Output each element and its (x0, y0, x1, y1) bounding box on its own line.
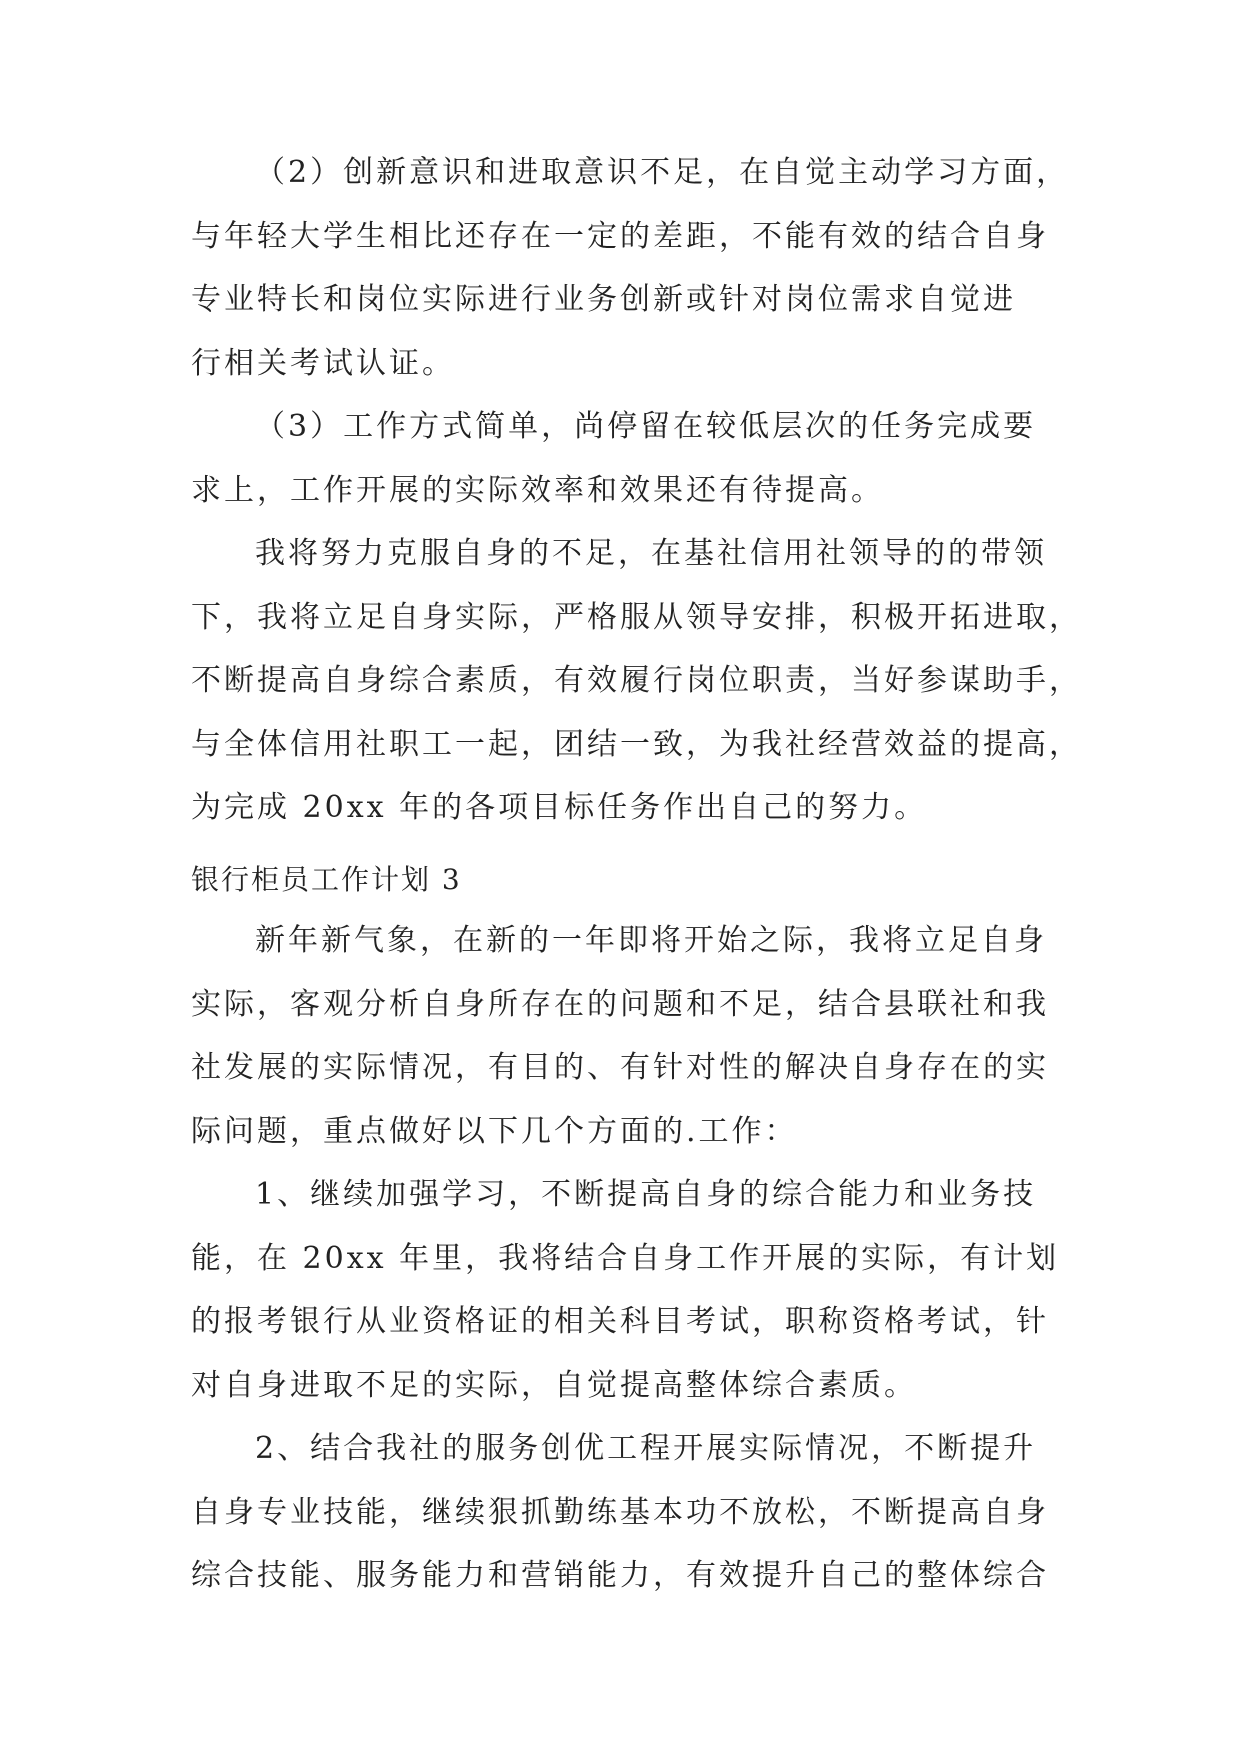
paragraph-line: 求上，工作开展的实际效率和效果还有待提高。 (191, 472, 884, 508)
paragraph-line: 能，在 20xx 年里，我将结合自身工作开展的实际，有计划 (191, 1240, 1060, 1276)
paragraph-line: 实际，客观分析自身所存在的问题和不足，结合县联社和我 (191, 986, 1049, 1022)
paragraph-line: 社发展的实际情况，有目的、有针对性的解决自身存在的实 (191, 1050, 1049, 1085)
section-b-body (191, 909, 1061, 1608)
paragraph-line: 对自身进取不足的实际，自觉提高整体综合素质。 (191, 1367, 917, 1403)
paragraph-line: 自身专业技能，继续狠抓勤练基本功不放松，不断提高自身 (191, 1494, 1049, 1530)
paragraph-line: 与年轻大学生相比还存在一定的差距，不能有效的结合自身 (191, 218, 1049, 254)
paragraph-line: 综合技能、服务能力和营销能力，有效提升自己的整体综合 (191, 1558, 1049, 1593)
paragraph-line: 专业特长和岗位实际进行业务创新或针对岗位需求自觉进 (191, 282, 1016, 317)
section-a-body (191, 141, 1082, 840)
paragraph-line: 不断提高自身综合素质，有效履行岗位职责，当好参谋助手， (191, 663, 1082, 698)
paragraph-line: 新年新气象，在新的一年即将开始之际，我将立足自身 (255, 923, 1047, 958)
paragraph-line: 的报考银行从业资格证的相关科目考试，职称资格考试，针 (191, 1304, 1049, 1339)
paragraph-line: 为完成 20xx 年的各项目标任务作出自己的努力。 (191, 790, 928, 825)
paragraph-line: 际问题，重点做好以下几个方面的.工作： (191, 1113, 798, 1149)
paragraph-line: 1、继续加强学习，不断提高自身的综合能力和业务技 (255, 1177, 1037, 1212)
paragraph-line: 2、结合我社的服务创优工程开展实际情况，不断提升 (255, 1431, 1037, 1466)
paragraph-line: 行相关考试认证。 (191, 345, 455, 381)
section-heading: 银行柜员工作计划 3 (191, 863, 462, 896)
paragraph-line: （3）工作方式简单，尚停留在较低层次的任务完成要 (255, 409, 1037, 444)
paragraph-line: 与全体信用社职工一起，团结一致，为我社经营效益的提高， (191, 726, 1082, 762)
paragraph-line: 下，我将立足自身实际，严格服从领导安排，积极开拓进取， (191, 599, 1082, 635)
paragraph-line: 我将努力克服自身的不足，在基社信用社领导的的带领 (255, 536, 1047, 571)
paragraph-line: （2）创新意识和进取意识不足，在自觉主动学习方面， (255, 155, 1070, 190)
